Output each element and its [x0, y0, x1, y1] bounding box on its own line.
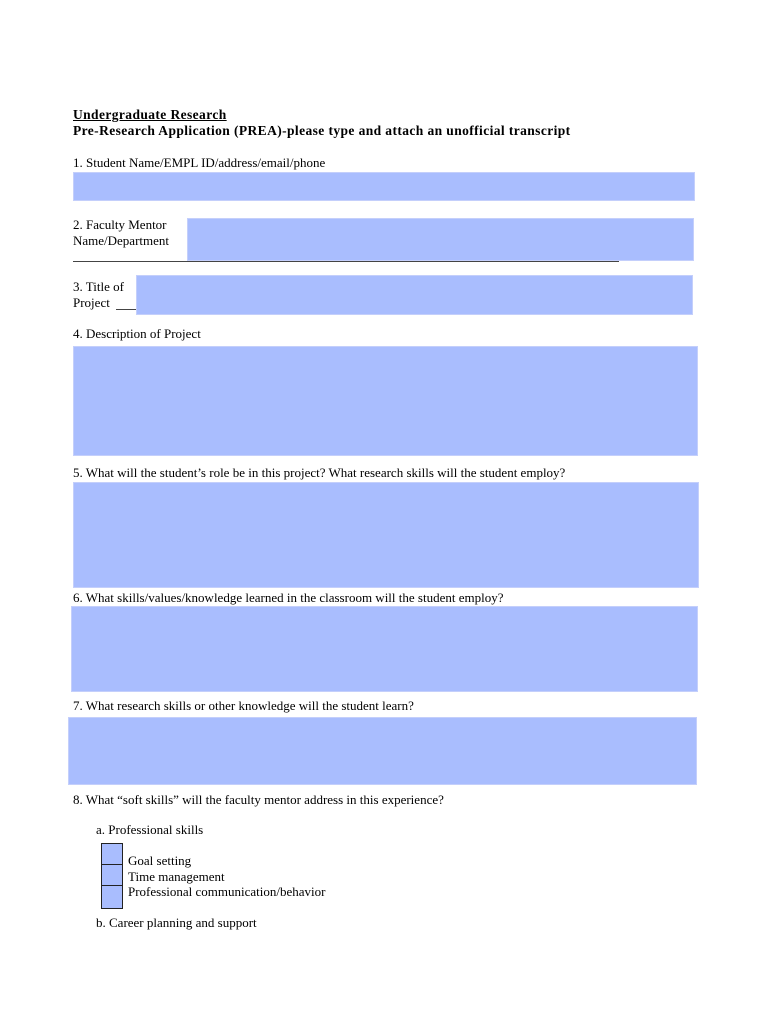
question-2-label-line2: Name/Department — [73, 233, 170, 248]
professional-communication-checkbox[interactable] — [101, 885, 123, 909]
project-title-underline — [116, 309, 136, 310]
student-info-field[interactable] — [73, 172, 695, 201]
form-subtitle: Pre-Research Application (PREA)-please type and attach an unofficial transcript — [73, 123, 571, 138]
goal-setting-checkbox[interactable] — [101, 843, 123, 865]
section-b-label: b. Career planning and support — [96, 915, 257, 930]
project-title-field[interactable] — [136, 275, 693, 315]
research-skills-field[interactable] — [68, 717, 697, 785]
time-management-label: Time management — [128, 869, 225, 884]
form-title: Undergraduate Research — [73, 107, 227, 122]
section-a-label: a. Professional skills — [96, 822, 204, 837]
question-3-label-line1: 3. Title of — [73, 279, 124, 294]
classroom-skills-field[interactable] — [71, 606, 698, 692]
question-7-label: 7. What research skills or other knowledge will the student learn? — [73, 698, 414, 713]
question-2-label-line1: 2. Faculty Mentor — [73, 217, 167, 232]
question-8-label: 8. What “soft skills” will the faculty mentor address in this experience? — [73, 792, 444, 807]
question-1-label: 1. Student Name/EMPL ID/address/email/phone — [73, 155, 326, 170]
goal-setting-label: Goal setting — [128, 853, 192, 868]
time-management-checkbox[interactable] — [101, 864, 123, 886]
faculty-mentor-field[interactable] — [187, 218, 694, 261]
question-5-label: 5. What will the student’s role be in this project? What research skills will the student employ? — [73, 465, 566, 480]
student-role-field[interactable] — [73, 482, 699, 588]
question-6-label: 6. What skills/values/knowledge learned in the classroom will the student employ? — [73, 590, 504, 605]
faculty-mentor-underline — [73, 261, 619, 262]
project-description-field[interactable] — [73, 346, 698, 456]
question-3-label-line2: Project — [73, 295, 110, 310]
question-4-label: 4. Description of Project — [73, 326, 201, 341]
professional-communication-label: Professional communication/behavior — [128, 884, 326, 899]
